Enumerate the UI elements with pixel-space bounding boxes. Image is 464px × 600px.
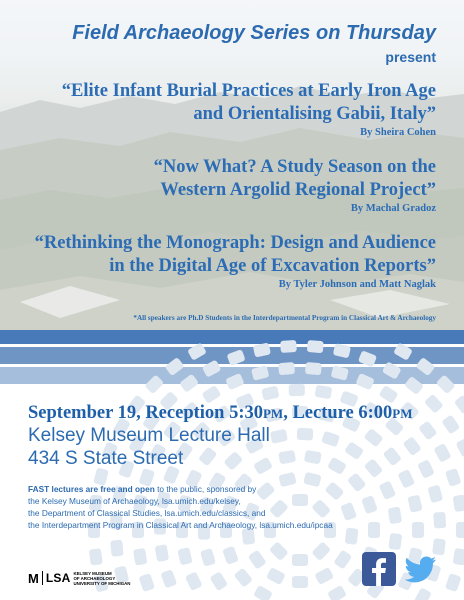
- talk-3: [35, 232, 436, 290]
- mosaic-tile: [292, 554, 308, 566]
- mosaic-tile: [414, 587, 432, 600]
- event-venue: [28, 424, 270, 470]
- mosaic-tile: [269, 541, 289, 561]
- mosaic-tile: [456, 438, 464, 458]
- facebook-icon[interactable]: [362, 552, 396, 586]
- mosaic-tile: [133, 548, 147, 566]
- mosaic-tile: [234, 568, 253, 588]
- mosaic-tile: [417, 459, 435, 479]
- talk-title-line: “Rethinking the Monograph: Design and Audience: [34, 233, 436, 253]
- talk-speaker: By Machal Gradoz: [350, 203, 436, 214]
- mosaic-tile: [139, 573, 156, 592]
- mosaic-tile: [222, 546, 239, 565]
- mosaic-tile: [110, 540, 124, 557]
- mosaic-tile: [297, 428, 314, 441]
- mosaic-tile: [179, 374, 199, 393]
- mosaic-tile: [187, 342, 207, 360]
- mosaic-tile: [305, 362, 322, 375]
- mosaic-tile: [270, 429, 288, 444]
- mosaic-tile: [278, 450, 296, 465]
- series-title: Field Archaeology Series on Thursday: [72, 22, 436, 44]
- talk-title-line: Western Argolid Regional Project”: [160, 180, 436, 200]
- talk-1: [62, 80, 436, 138]
- mosaic-tile: [333, 550, 352, 570]
- mosaic-tile: [144, 374, 164, 394]
- mosaic-tile: [89, 548, 103, 565]
- mosaic-tile: [278, 362, 295, 375]
- kelsey-museum-wordmark: KELSEY MUSEUM OF ARCHAEOLOGY UNIVERSITY OF MICHIGAN: [73, 570, 131, 586]
- mosaic-tile: [382, 361, 402, 379]
- mosaic-tile: [202, 359, 222, 377]
- mosaic-tile: [331, 365, 349, 381]
- mosaic-tile: [177, 547, 192, 565]
- mosaic-tile: [280, 340, 297, 353]
- mosaic-tile: [227, 349, 246, 366]
- mosaic-tile: [433, 512, 446, 529]
- mosaic-tile: [383, 446, 402, 466]
- mosaic-tile: [453, 494, 464, 512]
- mosaic-tile: [403, 436, 422, 456]
- mosaic-tile: [321, 431, 340, 447]
- mosaic-tile: [456, 522, 464, 538]
- mosaic-tile: [407, 495, 422, 513]
- mosaic-tile: [355, 373, 374, 390]
- mosaic-tile: [427, 485, 443, 504]
- mosaic-tile: [412, 522, 424, 538]
- mosaic-tile: [261, 386, 279, 401]
- mosaic-tile: [436, 374, 456, 394]
- mosaic-tile: [292, 576, 308, 588]
- mosaic-tile: [364, 428, 384, 447]
- mosaic-tile: [327, 585, 347, 600]
- venue-name: Kelsey Museum Lecture Hall: [28, 425, 270, 446]
- venue-address: 434 S State Street: [28, 448, 184, 469]
- mosaic-tile: [251, 365, 269, 381]
- present-label: present: [385, 49, 436, 65]
- lsa-kelsey-logo: [28, 570, 130, 586]
- talk-speaker: By Sheira Cohen: [360, 127, 436, 138]
- mosaic-tile: [433, 443, 451, 463]
- lsa-wordmark: LSA: [45, 571, 71, 585]
- mosaic-tile: [424, 394, 444, 414]
- mosaic-tile: [165, 357, 185, 376]
- mosaic-tile: [225, 373, 244, 390]
- mosaic-tile: [404, 376, 424, 395]
- mosaic-tile: [307, 340, 324, 353]
- mosaic-tile: [201, 385, 221, 404]
- mosaic-tile: [364, 458, 383, 478]
- talk-title-line: in the Digital Age of Excavation Reports”: [109, 256, 436, 276]
- mosaic-tile: [160, 569, 177, 588]
- mosaic-tile: [445, 573, 462, 592]
- twitter-icon[interactable]: [402, 552, 438, 586]
- mosaic-tile: [453, 548, 464, 566]
- talk-title-line: and Orientalising Gabii, Italy”: [193, 104, 436, 124]
- mosaic-tile: [418, 421, 437, 441]
- talk-title-line: “Elite Infant Burial Practices at Early Iron Age: [61, 81, 436, 101]
- talk-title-line: “Now What? A Study Season on the: [153, 157, 436, 177]
- mosaic-tile: [441, 415, 460, 435]
- mosaic-tile: [253, 585, 273, 600]
- mosaic-tile: [379, 385, 399, 404]
- mosaic-tile: [314, 567, 334, 585]
- block-m-logo: M: [28, 570, 39, 586]
- event-datetime: September 19, Reception 5:30PM, Lecture 6:00PM: [28, 403, 413, 423]
- mosaic-tile: [454, 395, 464, 415]
- mosaic-tile: [315, 385, 333, 400]
- mosaic-tile: [397, 469, 415, 489]
- mosaic-tile: [155, 544, 169, 562]
- mosaic-tile: [388, 533, 402, 550]
- talk-speaker: By Tyler Johnson and Matt Naglak: [278, 279, 436, 290]
- mosaic-tile: [304, 450, 322, 465]
- mosaic-tile: [185, 571, 203, 591]
- talk-2: [154, 156, 436, 214]
- sponsor-info: FAST lectures are free and open to the public, sponsored by the Kelsey Museum of Archaeology, lsa.umich.edu/kelsey, the Department of Classical Studies, lsa.umich.edu/classics, and the Interdepartment Program in Classical Art and Archaeology, lsa.umich.edu/ipcaa: [28, 484, 333, 530]
- mosaic-tile: [445, 468, 462, 487]
- mosaic-tile: [266, 567, 286, 585]
- mosaic-tile: [393, 342, 413, 360]
- mosaic-tile: [327, 457, 347, 475]
- mosaic-tile: [311, 541, 331, 561]
- mosaic-tile: [253, 342, 271, 357]
- speakers-footnote: *All speakers are Ph.D Students in the Interdepartmental Program in Classical Art & Archaeology: [133, 314, 436, 322]
- mosaic-tile: [209, 571, 228, 591]
- logo-divider: [42, 571, 43, 585]
- mosaic-tile: [200, 548, 216, 567]
- mosaic-tile: [358, 350, 377, 367]
- mosaic-tile: [415, 357, 435, 376]
- mosaic-tile: [388, 507, 402, 525]
- mosaic-tile: [289, 384, 305, 396]
- mosaic-tile: [333, 343, 351, 358]
- mosaic-tile: [248, 550, 267, 570]
- mosaic-tile: [344, 441, 364, 460]
